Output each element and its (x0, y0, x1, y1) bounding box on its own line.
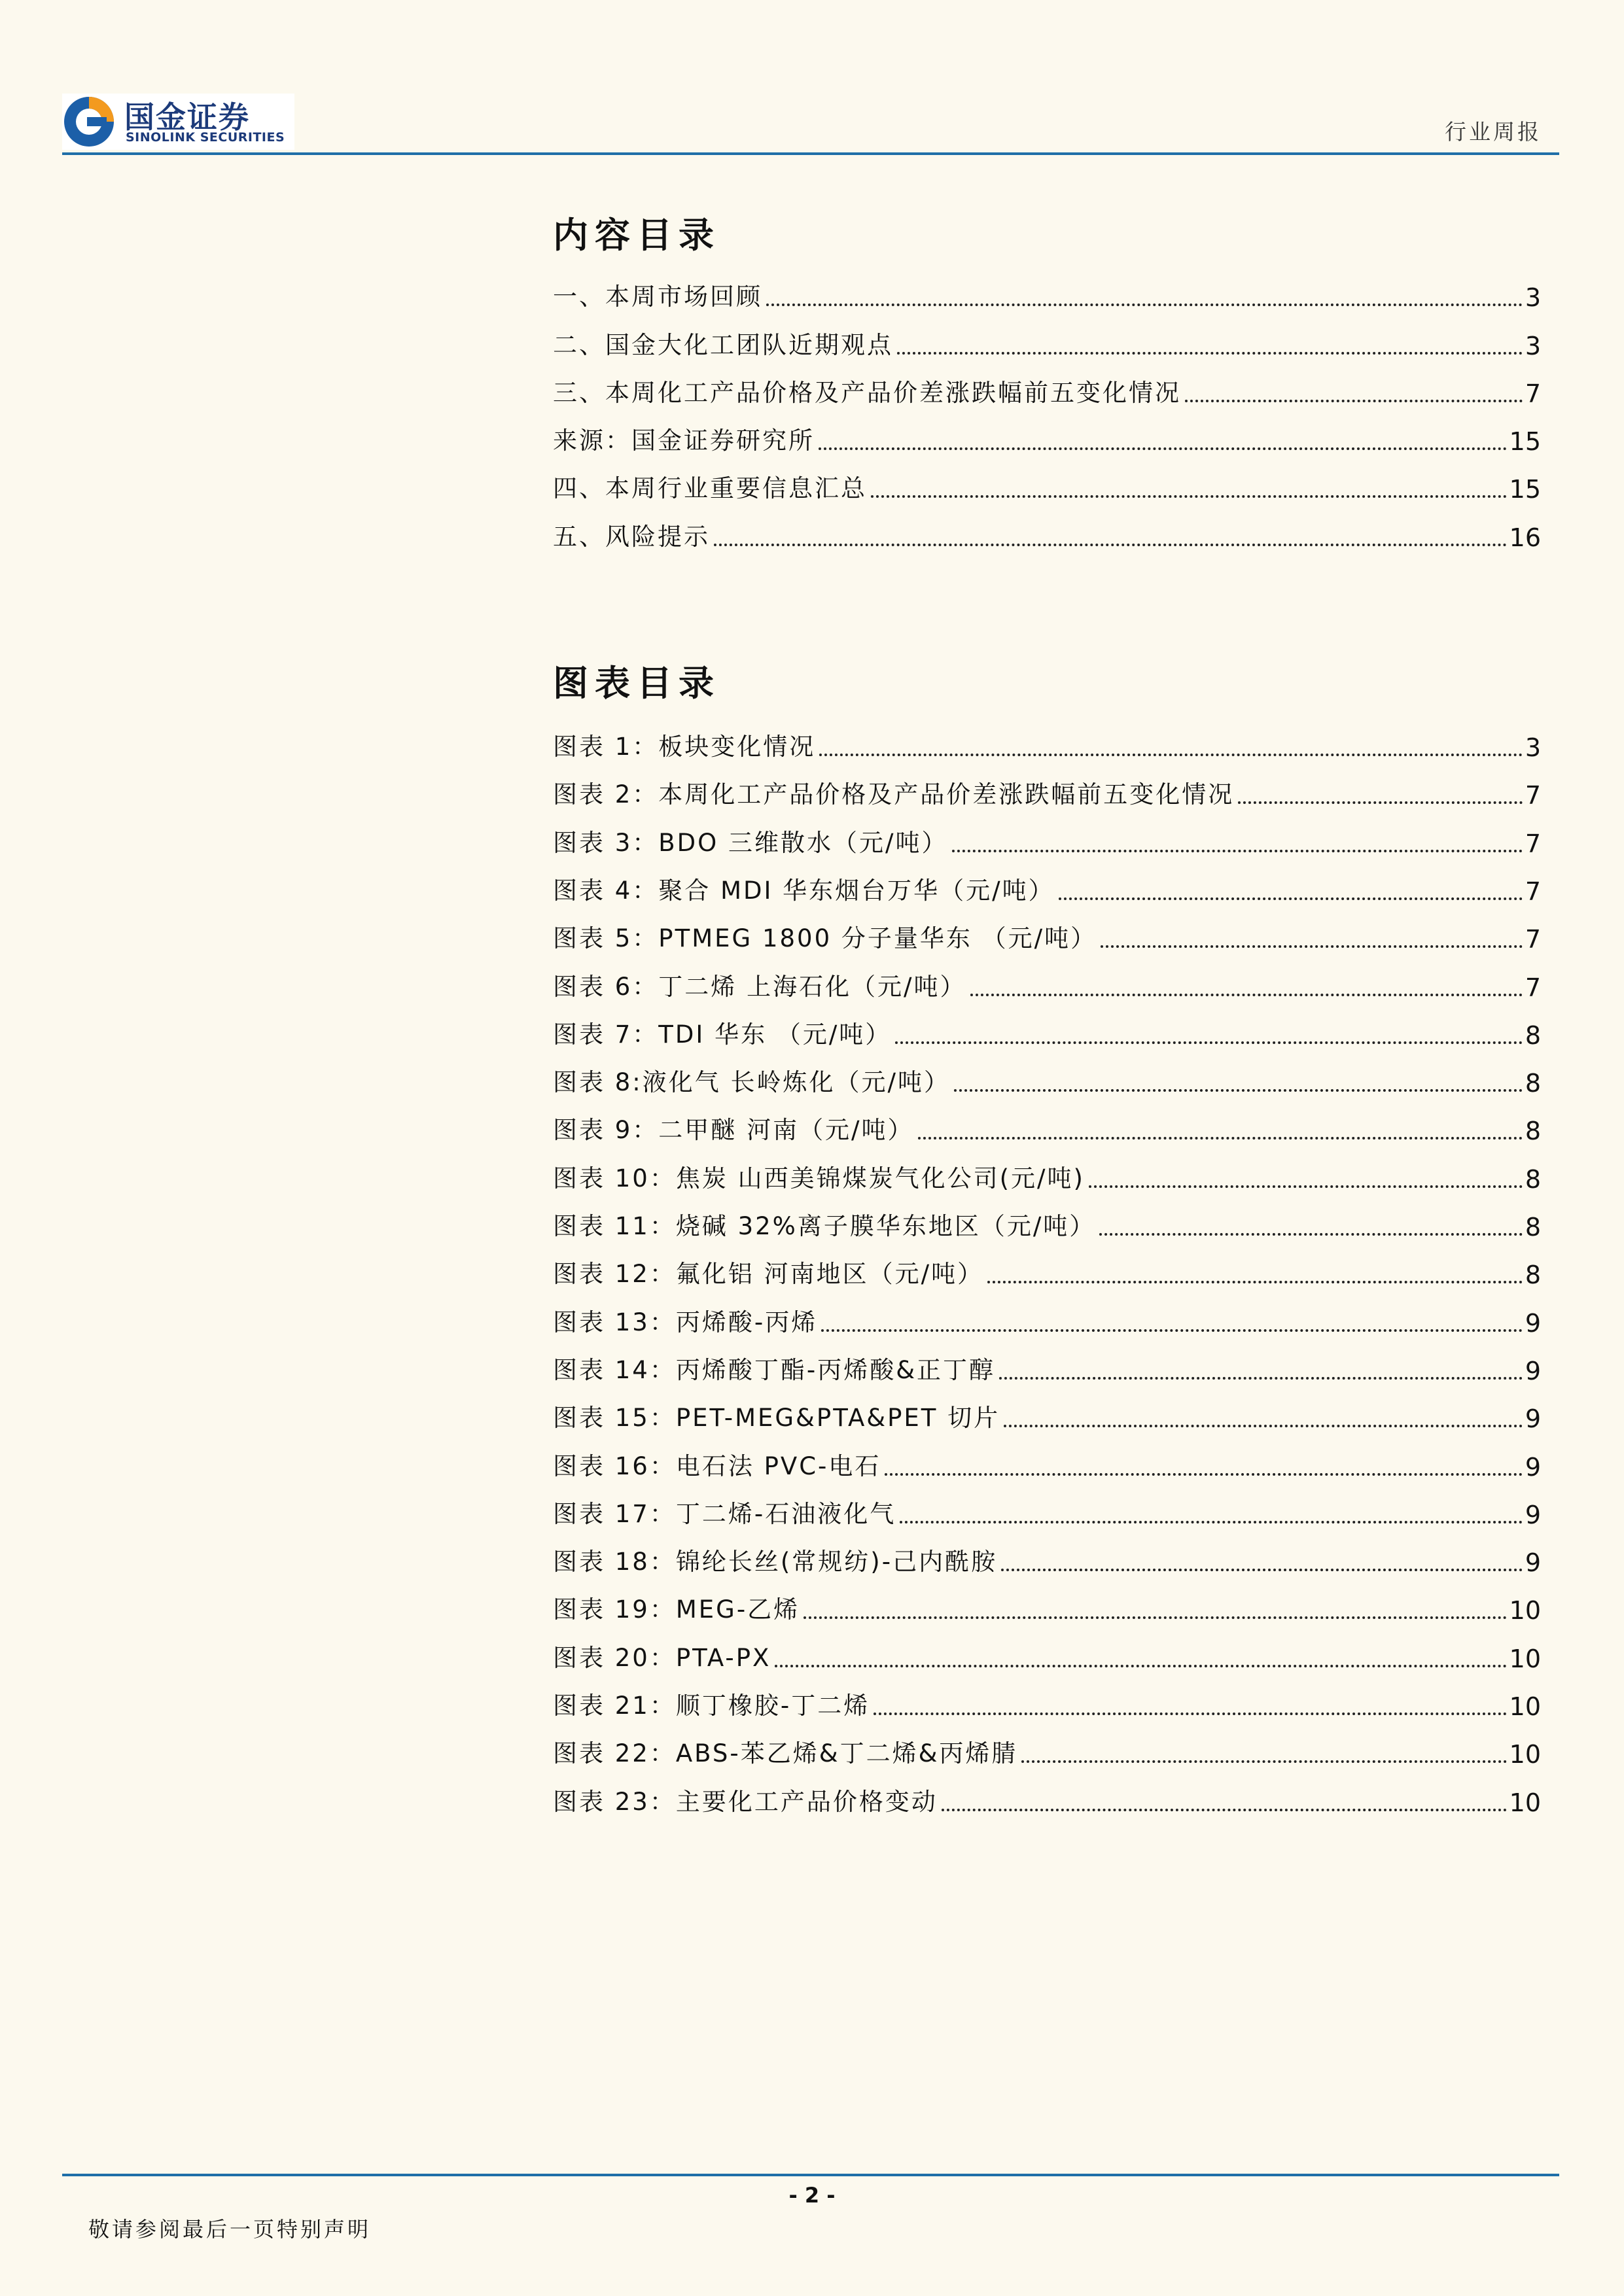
dot-leader (999, 1377, 1523, 1380)
figure-entry-label: 图表 9：二甲醚 河南（元/吨） (553, 1116, 914, 1145)
figure-entry-label: 图表 23：主要化工产品价格变动 (553, 1787, 938, 1816)
figure-entry[interactable] (553, 1151, 1541, 1198)
toc-entry[interactable] (553, 317, 1541, 365)
toc-entry-label: 来源：国金证券研究所 (553, 426, 815, 455)
figure-entry-page: 9 (1525, 1308, 1541, 1338)
figure-entry-label: 图表 18：锦纶长丝(常规纺)-己内酰胺 (553, 1548, 998, 1576)
figure-entry-label: 图表 17：丁二烯-石油液化气 (553, 1499, 896, 1528)
dot-leader (942, 1809, 1507, 1811)
dot-leader (885, 1473, 1522, 1476)
dot-leader (1238, 801, 1523, 804)
toc-content (553, 209, 1541, 1822)
toc-entry-page: 3 (1525, 331, 1541, 360)
dot-leader (1185, 400, 1523, 402)
dot-leader (821, 1329, 1523, 1332)
toc-entry-label: 三、本周化工产品价格及产品价差涨跌幅前五变化情况 (553, 378, 1181, 407)
dot-leader (1001, 1569, 1523, 1571)
toc-entry[interactable] (553, 413, 1541, 461)
figure-entry-label: 图表 13：丙烯酸-丙烯 (553, 1308, 818, 1336)
figure-entry[interactable] (553, 1438, 1541, 1486)
dot-leader (874, 1713, 1506, 1715)
figure-entry-label: 图表 22：ABS-苯乙烯&丁二烯&丙烯腈 (553, 1739, 1018, 1768)
figure-entry-label: 图表 19：MEG-乙烯 (553, 1595, 800, 1624)
dot-leader (895, 1041, 1523, 1044)
figure-entry-page: 3 (1525, 733, 1541, 763)
toc-entry-label: 四、本周行业重要信息汇总 (553, 474, 867, 503)
figure-entry-label: 图表 2：本周化工产品价格及产品价差涨跌幅前五变化情况 (553, 780, 1235, 809)
figure-entry-page: 10 (1509, 1596, 1541, 1626)
figure-entry[interactable] (553, 1535, 1541, 1582)
figure-entry-label: 图表 7：TDI 华东 （元/吨） (553, 1020, 892, 1049)
dot-leader (775, 1665, 1506, 1667)
logo-chinese-name: 国金证券 (124, 99, 250, 135)
figure-entry[interactable] (553, 1343, 1541, 1391)
toc-entry-page: 3 (1525, 283, 1541, 313)
figure-entry-label: 图表 20：PTA-PX (553, 1643, 771, 1672)
figure-entry-label: 图表 1：板块变化情况 (553, 733, 816, 761)
figure-entry-page: 9 (1525, 1356, 1541, 1385)
figure-entry-label: 图表 15：PET-MEG&PTA&PET 切片 (553, 1404, 1000, 1433)
toc-entry-label: 二、国金大化工团队近期观点 (553, 330, 893, 359)
figure-entry[interactable] (553, 1247, 1541, 1295)
dot-leader (1059, 897, 1523, 900)
contents-list (553, 270, 1541, 557)
figure-entry-page: 8 (1525, 1213, 1541, 1242)
figure-entry[interactable] (553, 1199, 1541, 1247)
toc-entry-label: 五、风险提示 (553, 522, 710, 551)
figure-entry[interactable] (553, 767, 1541, 815)
dot-leader (952, 850, 1523, 852)
figures-title: 图表目录 (553, 662, 720, 704)
header-divider (62, 152, 1559, 155)
footer-divider (62, 2174, 1559, 2176)
dot-leader (819, 447, 1507, 450)
figure-entry[interactable] (553, 863, 1541, 911)
toc-entry[interactable] (553, 461, 1541, 509)
figure-entry[interactable] (553, 1007, 1541, 1055)
figure-entry-page: 7 (1525, 877, 1541, 906)
figure-entry-label: 图表 14：丙烯酸丁酯-丙烯酸&正丁醇 (553, 1355, 996, 1384)
sinolink-logo-icon (62, 95, 116, 148)
figure-entry-label: 图表 4：聚合 MDI 华东烟台万华（元/吨） (553, 876, 1055, 905)
disclaimer-note: 敬请参阅最后一页特别声明 (88, 2217, 372, 2242)
figure-entry[interactable] (553, 1582, 1541, 1630)
figure-entry[interactable] (553, 1103, 1541, 1151)
figure-entry[interactable] (553, 1487, 1541, 1535)
figure-entry-page: 7 (1525, 925, 1541, 954)
toc-entry-page: 15 (1509, 427, 1541, 457)
figure-entry[interactable] (553, 720, 1541, 767)
figure-entry-label: 图表 12：氟化铝 河南地区（元/吨） (553, 1260, 984, 1289)
dot-leader (1021, 1760, 1506, 1763)
figure-entry-label: 图表 16：电石法 PVC-电石 (553, 1452, 881, 1480)
page-header (0, 0, 1624, 157)
figure-entry[interactable] (553, 1055, 1541, 1103)
dot-leader (970, 994, 1523, 996)
dot-leader (954, 1089, 1523, 1092)
figure-entry-page: 8 (1525, 1020, 1541, 1050)
figure-entry-page: 8 (1525, 1069, 1541, 1098)
figure-entry-page: 8 (1525, 1117, 1541, 1146)
toc-entry[interactable] (553, 366, 1541, 413)
figure-entry[interactable] (553, 1679, 1541, 1726)
page-number: - 2 - (788, 2183, 836, 2208)
logo-english-name: SINOLINK SECURITIES (126, 130, 285, 145)
figures-list (553, 720, 1541, 1822)
dot-leader (897, 352, 1523, 355)
figure-entry[interactable] (553, 1726, 1541, 1774)
dot-leader (1004, 1425, 1523, 1427)
toc-entry[interactable] (553, 509, 1541, 557)
toc-entry-page: 15 (1509, 475, 1541, 504)
figure-entry-page: 10 (1509, 1644, 1541, 1673)
figure-entry-label: 图表 3：BDO 三维散水（元/吨） (553, 828, 948, 857)
contents-title: 内容目录 (553, 215, 720, 256)
dot-leader (871, 495, 1507, 498)
dot-leader (766, 304, 1523, 306)
toc-entry-page: 7 (1525, 379, 1541, 408)
figure-entry-page: 9 (1525, 1548, 1541, 1578)
figure-entry-page: 9 (1525, 1500, 1541, 1529)
toc-entry-page: 16 (1509, 523, 1541, 552)
figure-entry[interactable] (553, 1295, 1541, 1342)
dot-leader (1089, 1185, 1523, 1188)
dot-leader (900, 1521, 1523, 1523)
figure-entry[interactable] (553, 1391, 1541, 1438)
figure-entry[interactable] (553, 1630, 1541, 1678)
figure-entry[interactable] (553, 911, 1541, 959)
dot-leader (714, 544, 1507, 546)
dot-leader (1101, 945, 1523, 948)
figure-entry-label: 图表 5：PTMEG 1800 分子量华东 （元/吨） (553, 924, 1097, 953)
figure-entry-page: 9 (1525, 1452, 1541, 1482)
dot-leader (1099, 1233, 1523, 1236)
dot-leader (918, 1137, 1523, 1139)
figure-entry-page: 7 (1525, 973, 1541, 1002)
figure-entry-page: 10 (1509, 1692, 1541, 1722)
figure-entry-label: 图表 8:液化气 长岭炼化（元/吨） (553, 1068, 950, 1097)
report-type-label: 行业周报 (1445, 119, 1542, 145)
toc-entry-label: 一、本周市场回顾 (553, 283, 762, 311)
figure-entry[interactable] (553, 959, 1541, 1007)
figure-entry-label: 图表 10：焦炭 山西美锦煤炭气化公司(元/吨) (553, 1164, 1085, 1192)
dot-leader (987, 1281, 1523, 1283)
figure-entry-page: 10 (1509, 1788, 1541, 1817)
dot-leader (819, 754, 1523, 756)
figure-entry-page: 10 (1509, 1740, 1541, 1769)
figure-entry-page: 7 (1525, 829, 1541, 858)
figure-entry-label: 图表 6：丁二烯 上海石化（元/吨） (553, 972, 966, 1001)
figure-entry-page: 8 (1525, 1164, 1541, 1194)
figure-entry-label: 图表 11：烧碱 32%离子膜华东地区（元/吨） (553, 1212, 1096, 1241)
company-logo (62, 94, 294, 150)
figure-entry-page: 9 (1525, 1404, 1541, 1434)
dot-leader (803, 1616, 1506, 1619)
figure-entry-label: 图表 21：顺丁橡胶-丁二烯 (553, 1692, 870, 1720)
toc-entry[interactable] (553, 270, 1541, 317)
figure-entry-page: 7 (1525, 781, 1541, 810)
figure-entry-page: 8 (1525, 1261, 1541, 1290)
figure-entry[interactable] (553, 1774, 1541, 1822)
figure-entry[interactable] (553, 815, 1541, 863)
